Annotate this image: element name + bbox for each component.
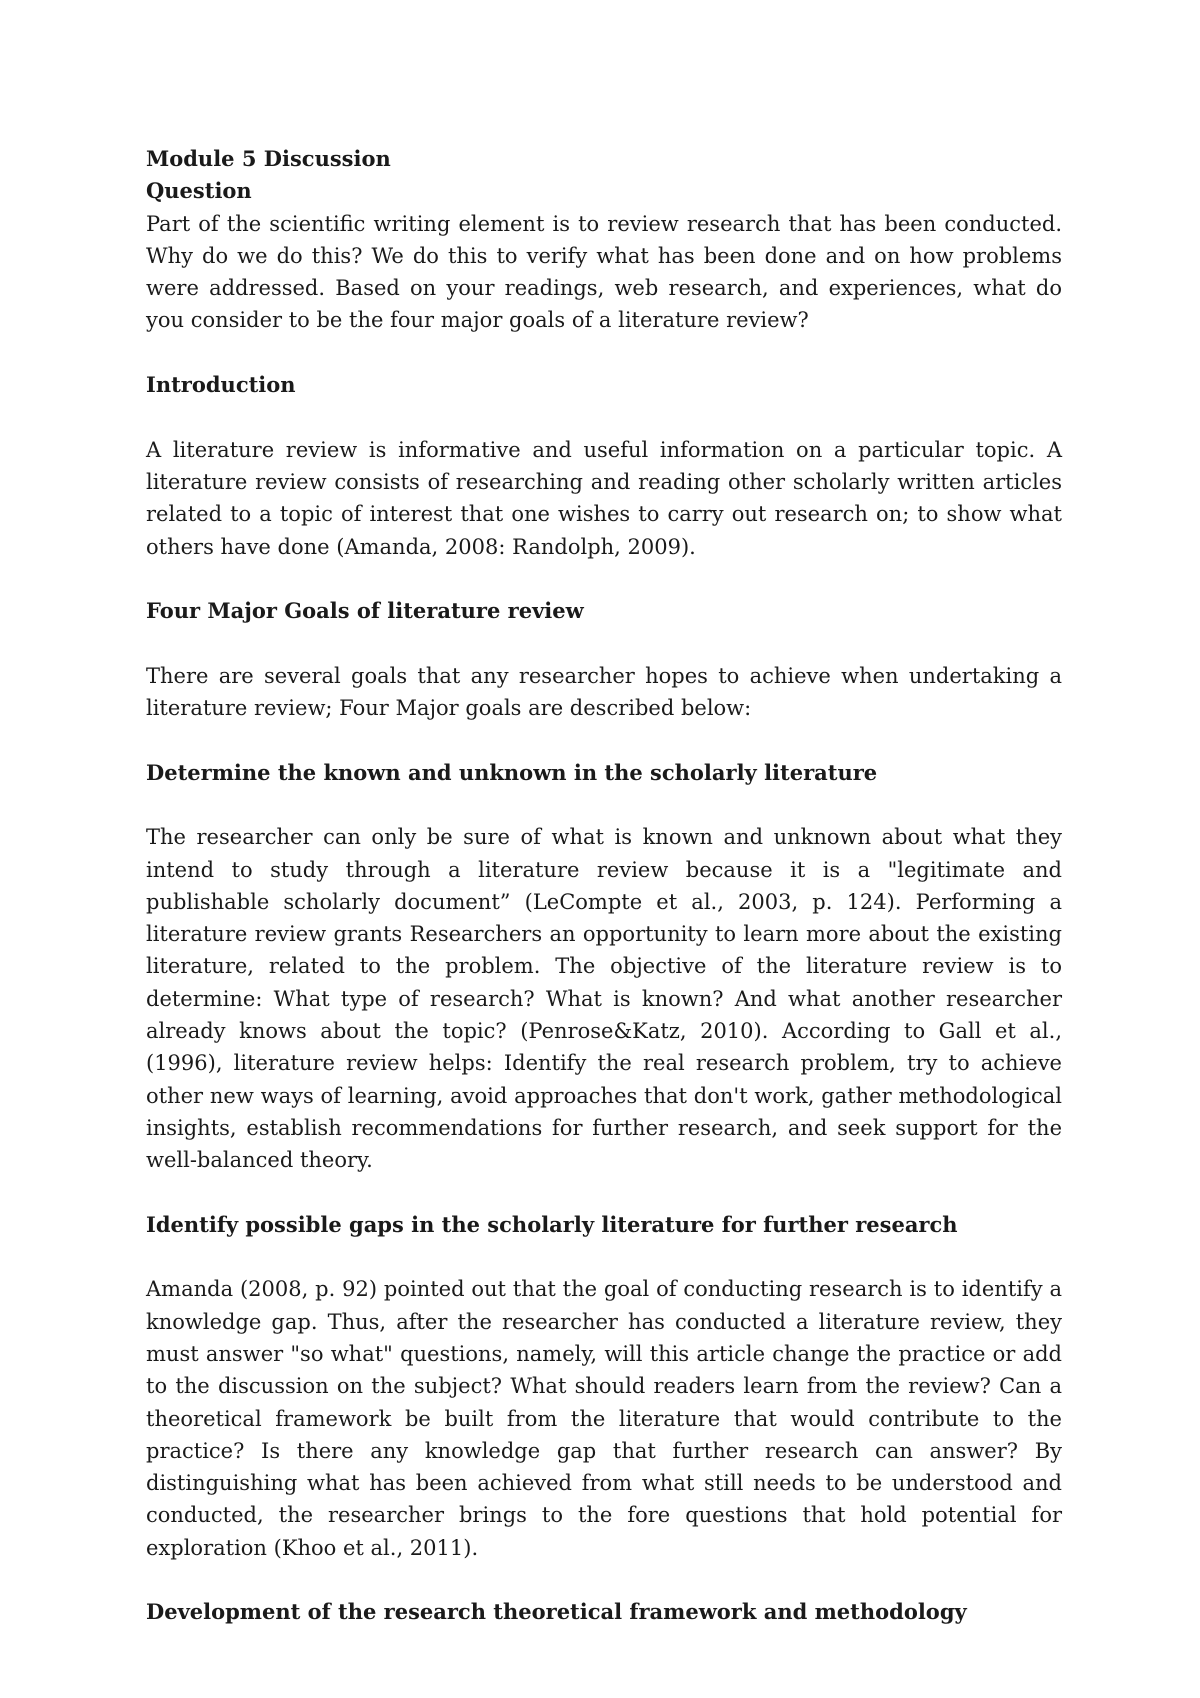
- goals-paragraph: There are several goals that any researcher hopes to achieve when undertaking a literature review; Four Major goals are described below:: [146, 663, 1062, 721]
- goal2-paragraph: Amanda (2008, p. 92) pointed out that the goal of conducting research is to identify a knowledge gap. Thus, after the researcher has conducted a literature review, they must answer "so what" questions, namely, will this article change the practice or add to the discussion on the subject? What should readers learn from the review? Can a theoretical framework be built from the literature that would contribute to the practice? Is there any knowledge gap that further research can answer? By distinguishing what has been achieved from what still needs to be understood and conducted, the researcher brings to the fore questions that hold potential for exploration (Khoo et al., 2011).: [146, 1277, 1062, 1560]
- goal2-heading: Identify possible gaps in the scholarly literature for further research: [146, 1211, 958, 1237]
- document-body: [146, 143, 1062, 1629]
- goal1-heading: Determine the known and unknown in the scholarly literature: [146, 759, 878, 785]
- goal1-paragraph: The researcher can only be sure of what is known and unknown about what they intend to study through a literature review because it is a "legitimate and publishable scholarly document” (LeCompte et al., 2003, p. 124). Performing a literature review grants Researchers an opportunity to learn more about the existing literature, related to the problem. The objective of the literature review is to determine: What type of research? What is known? And what another researcher already knows about the topic? (Penrose&Katz, 2010). According to Gall et al., (1996), literature review helps: Identify the real research problem, try to achieve other new ways of learning, avoid approaches that don't work, gather methodological insights, establish recommendations for further research, and seek support for the well-balanced theory.: [146, 825, 1062, 1173]
- introduction-heading: Introduction: [146, 372, 296, 398]
- introduction-paragraph: A literature review is informative and useful information on a particular topic. A literature review consists of researching and reading other scholarly written articles related to a topic of interest that one wishes to carry out research on; to show what others have done (Amanda, 2008: Randolph, 2009).: [146, 437, 1062, 559]
- question-heading: Question: [146, 178, 252, 204]
- goal3-heading: Development of the research theoretical framework and methodology: [146, 1599, 967, 1625]
- goals-heading: Four Major Goals of literature review: [146, 598, 584, 624]
- module-title: Module 5 Discussion: [146, 146, 391, 171]
- question-paragraph: Part of the scientific writing element is to review research that has been conducted. Why do we do this? We do this to verify what has been done and on how problems were addressed. Based on your readings, web research, and experiences, what do you consider to be the four major goals of a literature review?: [146, 211, 1062, 333]
